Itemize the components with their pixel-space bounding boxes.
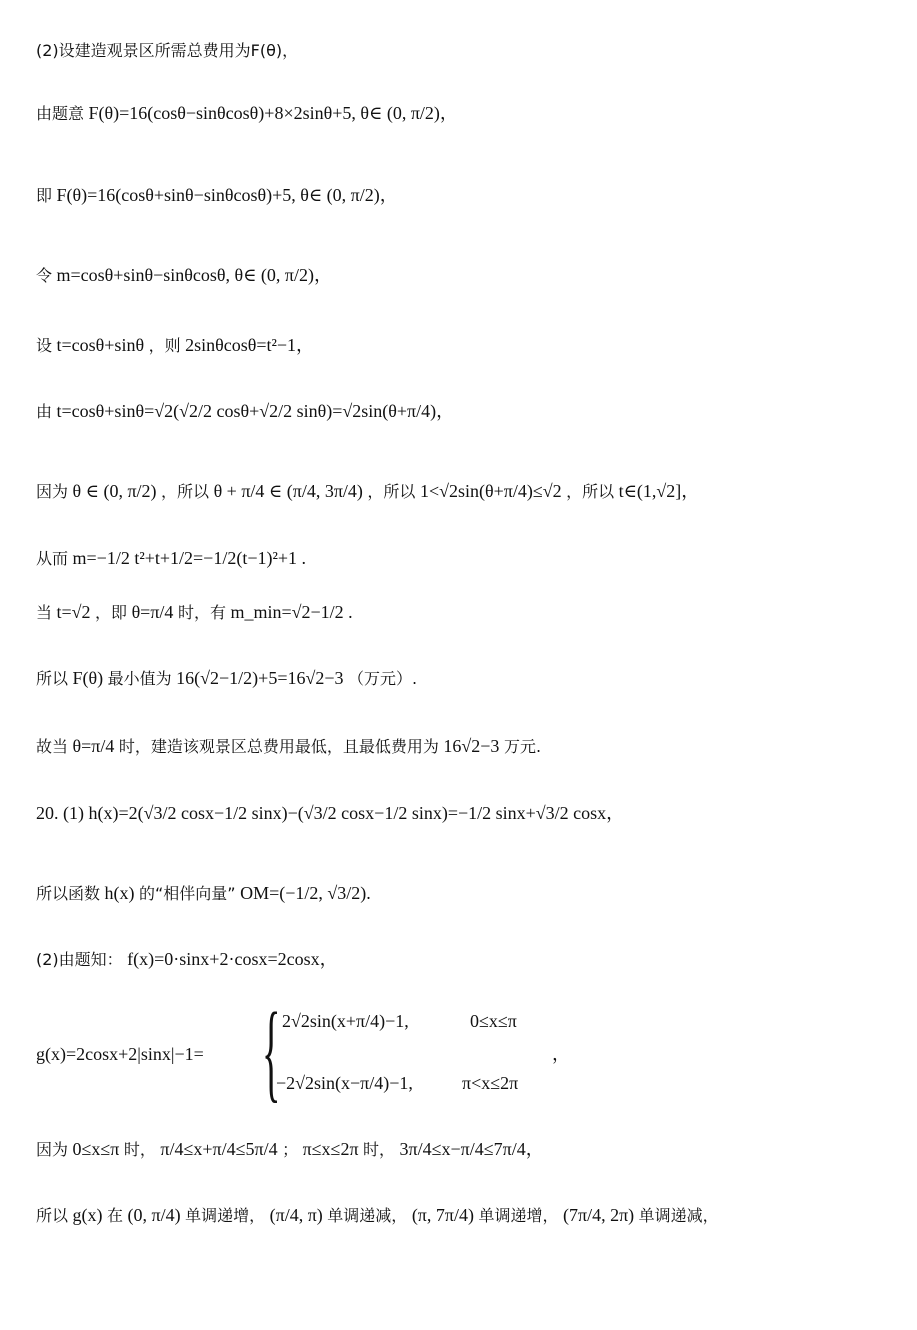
line-16-mid-b: ；: [282, 1140, 299, 1159]
line-7-mid-b: ，所以: [367, 482, 416, 501]
text-line-9: [36, 599, 353, 626]
line-16-formula-d: 3π/4≤x−π/4≤7π/4，: [399, 1139, 544, 1159]
line-8-formula: m=−1/2 t²+t+1/2=−1/2(t−1)²+1 .: [72, 548, 307, 568]
line-10-mid: 最小值为: [107, 669, 172, 688]
line-3-formula: F(θ)=16(cosθ+sinθ−sinθcosθ)+5, θ∈: [56, 185, 323, 205]
line-17-interval-4: (7π/4, 2π): [563, 1205, 635, 1225]
piecewise-cond-1-text: 0≤x≤π: [470, 1011, 517, 1031]
line-12-formula: 20. (1) h(x)=2(√3/2 cosx−1/2 sinx)−(√3/2 cosx−1/2 sinx)=−1/2 sinx+√3/2 cosx，: [36, 803, 625, 823]
line-7-formula-a: θ ∈ (0, π/2): [72, 481, 157, 501]
piecewise-case-2-expr: −2√2sin(x−π/4)−1,: [276, 1073, 413, 1093]
line-11-formula-b: 16√2−3: [443, 736, 500, 756]
line-9-formula-c: m_min=√2−1/2 .: [230, 602, 353, 622]
line-17-interval-3: (π, 7π/4): [411, 1205, 474, 1225]
line-11-suffix: 万元.: [503, 737, 542, 756]
line-7-formula-b: θ + π/4 ∈ (π/4, 3π/4): [213, 481, 363, 501]
line-5-formula-b: 2sinθcosθ=t²−1，: [185, 335, 315, 355]
line-2-formula: F(θ)=16(cosθ−sinθcosθ)+8×2sinθ+5, θ∈: [88, 103, 383, 123]
piecewise-lhs-formula: g(x)=2cosx+2|sinx|−1=: [36, 1044, 204, 1064]
line-5-mid: ，则: [148, 336, 181, 355]
piecewise-cond-1: [470, 1008, 517, 1034]
line-16-formula-c: π≤x≤2π: [302, 1139, 359, 1159]
text-line-16: [36, 1136, 544, 1163]
line-7-formula-d: t∈(1,√2]，: [618, 481, 700, 501]
line-13-prefix: 所以函数: [36, 884, 101, 903]
text-line-11: [36, 733, 541, 760]
piecewise-tail-text: ，: [552, 1044, 570, 1064]
line-10-formula-b: 16(√2−1/2)+5=16√2−3: [176, 668, 344, 688]
line-13-formula-a: h(x): [104, 883, 135, 903]
piecewise-brace: {: [262, 990, 281, 1112]
line-1-text: (2)设建造观景区所需总费用为F(θ)，: [36, 41, 299, 60]
line-17-interval-1: (0, π/4): [127, 1205, 181, 1225]
line-11-mid: 时，建造该观景区总费用最低，且最低费用为: [118, 737, 439, 756]
piecewise-case-1: [282, 1008, 409, 1034]
line-17-text-3: 单调递减，: [327, 1206, 408, 1225]
text-line-12: [36, 800, 624, 826]
line-17-formula-a: g(x): [72, 1205, 103, 1225]
line-14-formula: f(x)=0·sinx+2·cosx=2cosx，: [127, 949, 338, 969]
text-line-17: [36, 1202, 719, 1229]
line-9-prefix: 当: [36, 603, 53, 622]
line-7-mid-a: ，所以: [161, 482, 210, 501]
line-7-mid-c: ，所以: [566, 482, 615, 501]
line-6-prefix: 由: [36, 402, 53, 421]
text-line-14: [36, 946, 338, 973]
line-6-formula: t=cosθ+sinθ=√2(√2/2 cosθ+√2/2 sinθ)=√2sin(θ+π/4)，: [56, 401, 455, 421]
line-7-prefix: 因为: [36, 482, 69, 501]
line-11-formula-a: θ=π/4: [72, 736, 115, 756]
piecewise-lhs: [36, 1041, 204, 1067]
line-7-formula-c: 1<√2sin(θ+π/4)≤√2: [419, 481, 562, 501]
line-5-formula-a: t=cosθ+sinθ: [56, 335, 145, 355]
line-4-interval: (0, π/2)，: [260, 265, 332, 285]
line-17-interval-2: (π/4, π): [269, 1205, 323, 1225]
line-14-prefix: (2)由题知：: [36, 950, 123, 969]
line-16-formula-a: 0≤x≤π: [72, 1139, 120, 1159]
line-16-mid-c: 时，: [363, 1140, 396, 1159]
text-line-5: [36, 332, 314, 359]
piecewise-case-2: [276, 1070, 413, 1096]
piecewise-cond-2: [462, 1070, 518, 1096]
text-line-3: [36, 182, 398, 209]
line-2-interval: (0, π/2)，: [386, 103, 458, 123]
line-3-interval: (0, π/2)，: [326, 185, 398, 205]
line-9-mid-a: ，即: [95, 603, 128, 622]
line-3-prefix: 即: [36, 186, 53, 205]
line-10-prefix: 所以: [36, 669, 69, 688]
line-17-text-1: 在: [107, 1206, 124, 1225]
line-2-prefix: 由题意: [36, 104, 85, 123]
text-line-4: [36, 262, 332, 289]
text-line-7: [36, 478, 699, 505]
text-line-10: [36, 665, 417, 692]
line-4-formula: m=cosθ+sinθ−sinθcosθ, θ∈: [56, 265, 257, 285]
piecewise-tail: [552, 1041, 570, 1067]
line-8-prefix: 从而: [36, 549, 69, 568]
line-16-formula-b: π/4≤x+π/4≤5π/4: [160, 1139, 278, 1159]
line-11-prefix: 故当: [36, 737, 69, 756]
line-9-formula-b: θ=π/4: [131, 602, 174, 622]
line-16-prefix: 因为: [36, 1140, 69, 1159]
line-13-mid: 的“相伴向量”: [139, 884, 236, 903]
line-10-suffix: （万元）.: [348, 669, 418, 688]
line-10-formula-a: F(θ): [72, 668, 104, 688]
text-line-8: [36, 545, 306, 572]
line-17-prefix: 所以: [36, 1206, 69, 1225]
line-16-mid-a: 时，: [123, 1140, 156, 1159]
line-17-text-5: 单调递减，: [638, 1206, 719, 1225]
piecewise-cond-2-text: π<x≤2π: [462, 1073, 519, 1093]
line-4-prefix: 令: [36, 266, 53, 285]
line-9-formula-a: t=√2: [56, 602, 91, 622]
text-line-2: [36, 100, 458, 127]
line-17-text-2: 单调递增，: [185, 1206, 266, 1225]
line-13-formula-b: OM=(−1/2, √3/2).: [240, 883, 371, 903]
line-5-prefix: 设: [36, 336, 53, 355]
text-line-13: [36, 880, 371, 907]
line-17-text-4: 单调递增，: [478, 1206, 559, 1225]
text-line-1: [36, 38, 298, 64]
line-9-mid-b: 时，有: [177, 603, 226, 622]
piecewise-case-1-expr: 2√2sin(x+π/4)−1,: [282, 1011, 409, 1031]
text-line-6: [36, 398, 454, 425]
